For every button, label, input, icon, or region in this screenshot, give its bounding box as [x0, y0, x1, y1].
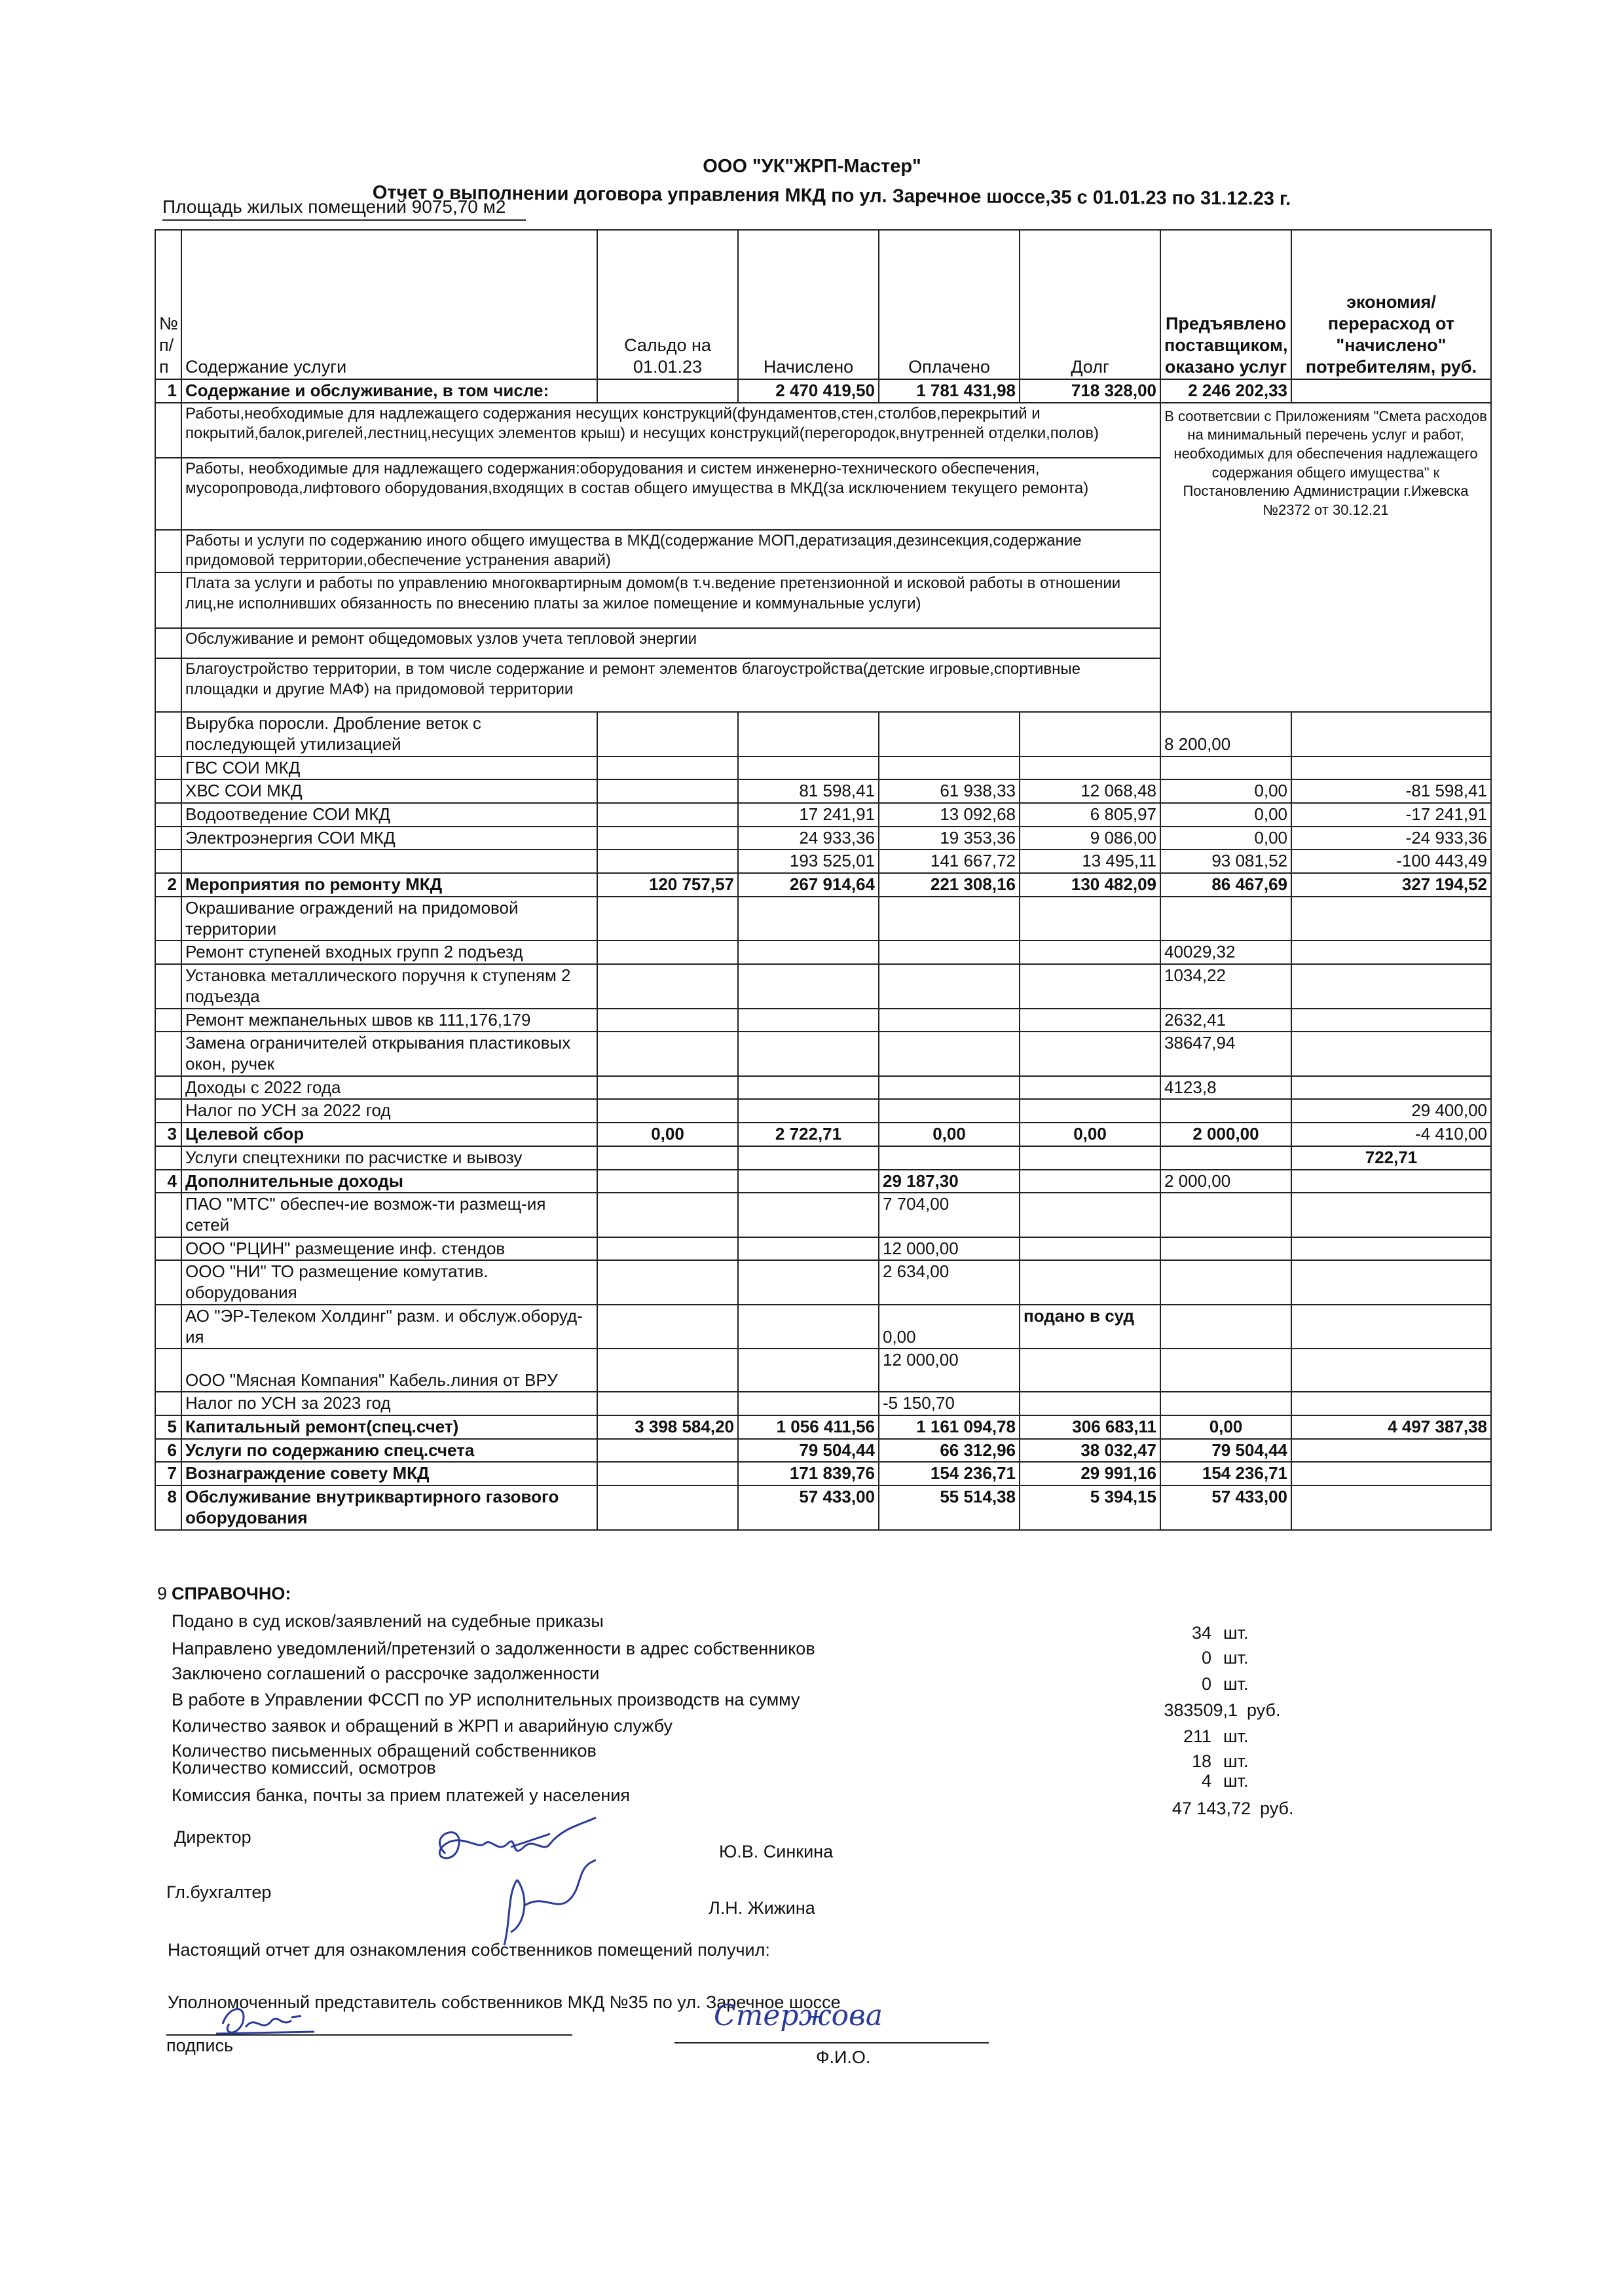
- row-description: Работы и услуги по содержанию иного общего имущества в МКД(содержание МОП,дератизация,дезинсекция,содержание придомовой территории,обеспечение устранения аварий): [181, 530, 1160, 572]
- row-description: Работы,необходимые для надлежащего содержания несущих конструкций(фундаментов,стен,столбов,перекрытий и покрытий,балок,ригелей,лестниц,несущих элементов крыш) и несущих конструкций(перегородок,внутренней отделки,полов): [181, 403, 1160, 458]
- row-description: Обслуживание и ремонт общедомовых узлов учета тепловой энергии: [181, 628, 1160, 658]
- accountant-signature: [485, 1854, 616, 1952]
- reference-value: 0: [1201, 1648, 1211, 1668]
- table-row: [155, 379, 1491, 403]
- row-name: Дополнительные доходы: [181, 1170, 597, 1193]
- reference-value: 4: [1201, 1771, 1211, 1791]
- cell-paid: 12 000,00: [879, 1237, 1020, 1261]
- cell-presented: 2632,41: [1160, 1009, 1291, 1032]
- cell-presented: 8 200,00: [1160, 712, 1291, 756]
- cell-paid: -5 150,70: [879, 1392, 1020, 1415]
- cell-paid: 7 704,00: [879, 1193, 1020, 1237]
- table-header-row: [155, 230, 1491, 379]
- cell-debt: 12 068,48: [1020, 779, 1160, 803]
- col-service-header: Содержание услуги: [181, 230, 597, 379]
- table-row: [155, 1123, 1491, 1146]
- table-row: [155, 941, 1491, 964]
- reference-value: 18: [1191, 1751, 1211, 1771]
- cell-presented: 2 246 202,33: [1160, 379, 1291, 403]
- col-paid-header: Оплачено: [879, 230, 1020, 379]
- cell-debt: 29 991,16: [1020, 1462, 1160, 1485]
- col-presented-header: Предъявлено поставщиком, оказано услуг: [1160, 230, 1291, 379]
- row-number: 2: [155, 873, 181, 897]
- reference-unit: шт.: [1223, 1674, 1249, 1694]
- row-name: ООО "РЦИН" размещение инф. стендов: [181, 1237, 597, 1261]
- table-row: [155, 779, 1491, 803]
- reference-label: Заключено соглашений о рассрочке задолженности: [172, 1664, 600, 1683]
- reference-unit: шт.: [1223, 1648, 1249, 1668]
- cell-economy: 29 400,00: [1291, 1099, 1491, 1123]
- cell-presented: 79 504,44: [1160, 1439, 1291, 1463]
- accountant-name: Л.Н. Жижина: [709, 1898, 815, 1918]
- table-row: [155, 1032, 1491, 1075]
- col-nr-header: № п/п: [155, 230, 181, 379]
- divider: [162, 219, 526, 221]
- table-row: [155, 1146, 1491, 1170]
- cell-paid: 61 938,33: [879, 779, 1020, 803]
- reference-unit: шт.: [1223, 1751, 1249, 1771]
- cell-presented: 86 467,69: [1160, 873, 1291, 897]
- reference-label: Количество комиссий, осмотров: [172, 1758, 436, 1778]
- cell-charged: 267 914,64: [738, 873, 879, 897]
- reference-unit: шт.: [1223, 1771, 1249, 1791]
- cell-economy: 327 194,52: [1291, 873, 1491, 897]
- cell-presented: 93 081,52: [1160, 849, 1291, 873]
- row-name: Налог по УСН за 2023 год: [181, 1392, 597, 1415]
- cell-paid: 29 187,30: [879, 1170, 1020, 1193]
- cell-economy: -4 410,00: [1291, 1123, 1491, 1146]
- row-number: 1: [155, 379, 181, 403]
- table-row: [155, 1485, 1491, 1529]
- table-row: [155, 712, 1491, 756]
- cell-economy: 722,71: [1291, 1146, 1491, 1170]
- row-description: Благоустройство территории, в том числе содержание и ремонт элементов благоустройства(детские игровые,спортивные площадки и другие МАФ) на придомовой территории: [181, 658, 1160, 712]
- reference-label: Подано в суд исков/заявлений на судебные приказы: [172, 1611, 604, 1631]
- cell-paid: 2 634,00: [879, 1260, 1020, 1304]
- row-name: Вырубка поросли. Дробление веток с последующей утилизацией: [181, 712, 597, 756]
- table-row: [155, 403, 1491, 458]
- director-role: Директор: [174, 1827, 251, 1847]
- cell-presented: 4123,8: [1160, 1076, 1291, 1100]
- row-name: Налог по УСН за 2022 год: [181, 1099, 597, 1123]
- cell-presented: 0,00: [1160, 803, 1291, 827]
- table-row: [155, 1439, 1491, 1463]
- cell-presented: 40029,32: [1160, 941, 1291, 964]
- reference-value: 47 143,72: [1172, 1799, 1251, 1818]
- row-name: Ремонт ступеней входных групп 2 подъезд: [181, 941, 597, 964]
- cell-paid: 66 312,96: [879, 1439, 1020, 1463]
- cell-charged: 79 504,44: [738, 1439, 879, 1463]
- row-name: ПАО "МТС" обеспеч-ие возмож-ти размещ-ия сетей: [181, 1193, 597, 1237]
- row-number: 5: [155, 1415, 181, 1439]
- row-name: ООО "НИ" ТО размещение комутатив. оборудования: [181, 1260, 597, 1304]
- cell-presented: 154 236,71: [1160, 1462, 1291, 1485]
- cell-charged: 57 433,00: [738, 1485, 879, 1529]
- reference-unit: руб.: [1260, 1799, 1294, 1818]
- row-number: 4: [155, 1170, 181, 1193]
- reference-unit: шт.: [1223, 1726, 1249, 1746]
- row-number: 6: [155, 1439, 181, 1463]
- cell-debt: 6 805,97: [1020, 803, 1160, 827]
- reference-value: 0: [1201, 1674, 1211, 1694]
- table-row: [155, 1193, 1491, 1237]
- reference-value: 383509,1: [1164, 1700, 1238, 1720]
- cell-charged: 2 722,71: [738, 1123, 879, 1146]
- table-row: [155, 1415, 1491, 1439]
- representative-signature: [216, 1998, 347, 2043]
- accountant-role: Гл.бухгалтер: [166, 1882, 272, 1902]
- cell-presented: 0,00: [1160, 827, 1291, 850]
- cell-economy: -24 933,36: [1291, 827, 1491, 850]
- cell-presented: 2 000,00: [1160, 1170, 1291, 1193]
- cell-presented: 1034,22: [1160, 964, 1291, 1008]
- cell-paid: 0,00: [879, 1123, 1020, 1146]
- cell-paid: 19 353,36: [879, 827, 1020, 850]
- table-row: [155, 1305, 1491, 1349]
- cell-presented: 0,00: [1160, 779, 1291, 803]
- row-name: АО "ЭР-Телеком Холдинг" разм. и обслуж.оборуд-ия: [181, 1305, 597, 1349]
- cell-debt: 718 328,00: [1020, 379, 1160, 403]
- cell-saldo: 0,00: [597, 1123, 738, 1146]
- report-title: Отчет о выполнении договора управления МКД по ул. Заречное шоссе,35 с 01.01.23 по 31.12.23 г.: [372, 182, 1291, 210]
- table-row: [155, 1099, 1491, 1123]
- table-row: [155, 897, 1491, 941]
- reference-label: Количество письменных обращений собственников: [172, 1741, 597, 1761]
- cell-debt: 306 683,11: [1020, 1415, 1160, 1439]
- cell-paid: 13 092,68: [879, 803, 1020, 827]
- cell-charged: 1 056 411,56: [738, 1415, 879, 1439]
- row-name: Услуги по содержанию спец.счета: [181, 1439, 597, 1463]
- row-name: Мероприятия по ремонту МКД: [181, 873, 597, 897]
- table-row: [155, 1237, 1491, 1261]
- company-name: ООО "УК"ЖРП-Мастер": [703, 156, 921, 177]
- row-name: Установка металлического поручня к ступеням 2 подъезда: [181, 964, 597, 1008]
- cell-debt: 13 495,11: [1020, 849, 1160, 873]
- cell-debt: 5 394,15: [1020, 1485, 1160, 1529]
- col-debt-header: Долг: [1020, 230, 1160, 379]
- row-description: Плата за услуги и работы по управлению многоквартирным домом(в т.ч.ведение претензионной и исковой работы в отношении лиц,не исполнивших обязанность по внесению платы за жилое помещение и коммунальные услуги): [181, 572, 1160, 628]
- signature-label: подпись: [166, 2036, 234, 2055]
- row-name: Целевой сбор: [181, 1123, 597, 1146]
- row-name: Вознаграждение совету МКД: [181, 1462, 597, 1485]
- cell-charged: 81 598,41: [738, 779, 879, 803]
- cell-presented: 2 000,00: [1160, 1123, 1291, 1146]
- cell-paid: 12 000,00: [879, 1349, 1020, 1392]
- table-row: [155, 964, 1491, 1008]
- row-description: Работы, необходимые для надлежащего содержания:оборудования и систем инженерно-технического обеспечения, мусоропровода,лифтового оборудования,входящих в состав общего имущества в МКД(за исключением текущего ремонта): [181, 458, 1160, 530]
- cell-presented: 38647,94: [1160, 1032, 1291, 1075]
- row-name: Электроэнергия СОИ МКД: [181, 827, 597, 850]
- cell-debt: 38 032,47: [1020, 1439, 1160, 1463]
- row-name: Замена ограничителей открывания пластиковых окон, ручек: [181, 1032, 597, 1075]
- table-row: [155, 803, 1491, 827]
- director-name: Ю.В. Синкина: [719, 1842, 834, 1861]
- reference-label: В работе в Управлении ФССП по УР исполнительных производств на сумму: [172, 1690, 800, 1709]
- row-name: ГВС СОИ МКД: [181, 756, 597, 780]
- living-area: Площадь жилых помещений 9075,70 м2: [162, 196, 506, 217]
- row-name: Окрашивание ограждений на придомовой территории: [181, 897, 597, 941]
- acknowledgement-text: Настоящий отчет для ознакомления собственников помещений получил:: [168, 1940, 770, 1960]
- cell-debt: подано в суд: [1020, 1305, 1160, 1349]
- cell-paid: 1 781 431,98: [879, 379, 1020, 403]
- col-economy-header: экономия/перерасход от "начислено" потребителям, руб.: [1291, 230, 1491, 379]
- cell-paid: 221 308,16: [879, 873, 1020, 897]
- representative-text: Уполномоченный представитель собственников МКД №35 по ул. Заречное шоссе: [168, 1992, 841, 2012]
- reference-label: Количество заявок и обращений в ЖРП и аварийную службу: [172, 1716, 673, 1736]
- fio-line: [674, 2042, 989, 2043]
- reference-unit: шт.: [1223, 1623, 1249, 1643]
- table-row: [155, 1076, 1491, 1100]
- table-row: [155, 1170, 1491, 1193]
- reference-number: 9: [157, 1584, 168, 1603]
- table-row: [155, 1009, 1491, 1032]
- row-name: Обслуживание внутриквартирного газового оборудования: [181, 1485, 597, 1529]
- cell-paid: 154 236,71: [879, 1462, 1020, 1485]
- cell-presented: 57 433,00: [1160, 1485, 1291, 1529]
- table-row: [155, 849, 1491, 873]
- col-saldo-header: Сальдо на 01.01.23: [597, 230, 738, 379]
- handwritten-fio: Стержова: [714, 1999, 883, 2032]
- row-name: Водоотведение СОИ МКД: [181, 803, 597, 827]
- cell-charged: 2 470 419,50: [738, 379, 879, 403]
- table-row: [155, 756, 1491, 780]
- row-name: Услуги спецтехники по расчистке и вывозу: [181, 1146, 597, 1170]
- row-name: Доходы с 2022 года: [181, 1076, 597, 1100]
- cell-economy: 4 497 387,38: [1291, 1415, 1491, 1439]
- reference-unit: руб.: [1247, 1700, 1281, 1720]
- cell-presented: 0,00: [1160, 1415, 1291, 1439]
- reference-value: 34: [1191, 1623, 1211, 1643]
- row-number: 8: [155, 1485, 181, 1529]
- cell-paid: 0,00: [879, 1305, 1020, 1349]
- table-row: [155, 873, 1491, 897]
- cell-charged: 193 525,01: [738, 849, 879, 873]
- cell-charged: 17 241,91: [738, 803, 879, 827]
- reference-label: Направлено уведомлений/претензий о задолженности в адрес собственников: [172, 1639, 815, 1658]
- row-number: 7: [155, 1462, 181, 1485]
- cell-economy: -100 443,49: [1291, 849, 1491, 873]
- cell-economy: -17 241,91: [1291, 803, 1491, 827]
- cell-paid: 1 161 094,78: [879, 1415, 1020, 1439]
- row-name: ХВС СОИ МКД: [181, 779, 597, 803]
- table-row: [155, 1462, 1491, 1485]
- reference-value: 211: [1183, 1726, 1211, 1746]
- fio-label: Ф.И.О.: [816, 2047, 871, 2067]
- row-name: ООО "Мясная Компания" Кабель.линия от ВРУ: [181, 1349, 597, 1392]
- col-charged-header: Начислено: [738, 230, 879, 379]
- cell-paid: 55 514,38: [879, 1485, 1020, 1529]
- row-number: 3: [155, 1123, 181, 1146]
- cell-saldo: 3 398 584,20: [597, 1415, 738, 1439]
- cell-paid: 141 667,72: [879, 849, 1020, 873]
- table-row: [155, 1349, 1491, 1392]
- reference-label: Комиссия банка, почты за прием платежей у населения: [172, 1785, 631, 1805]
- row-name: Капитальный ремонт(спец.счет): [181, 1415, 597, 1439]
- row-name: Ремонт межпанельных швов кв 111,176,179: [181, 1009, 597, 1032]
- cell-debt: 0,00: [1020, 1123, 1160, 1146]
- table-row: [155, 1392, 1491, 1415]
- report-table: [155, 229, 1492, 1531]
- row-name: Содержание и обслуживание, в том числе:: [181, 379, 597, 403]
- reference-title: СПРАВОЧНО:: [172, 1584, 291, 1603]
- cell-economy: -81 598,41: [1291, 779, 1491, 803]
- cell-debt: 9 086,00: [1020, 827, 1160, 850]
- merged-note: В соответсвии с Приложениям "Смета расходов на минимальный перечень услуг и работ, необходимых для обеспечения надлежащего содержания общего имущества" к Постановлению Администрации г.Ижевска №2372 от 30.12.21: [1160, 403, 1491, 712]
- cell-debt: 130 482,09: [1020, 873, 1160, 897]
- cell-charged: 171 839,76: [738, 1462, 879, 1485]
- table-row: [155, 1260, 1491, 1304]
- cell-saldo: 120 757,57: [597, 873, 738, 897]
- cell-charged: 24 933,36: [738, 827, 879, 850]
- table-row: [155, 827, 1491, 850]
